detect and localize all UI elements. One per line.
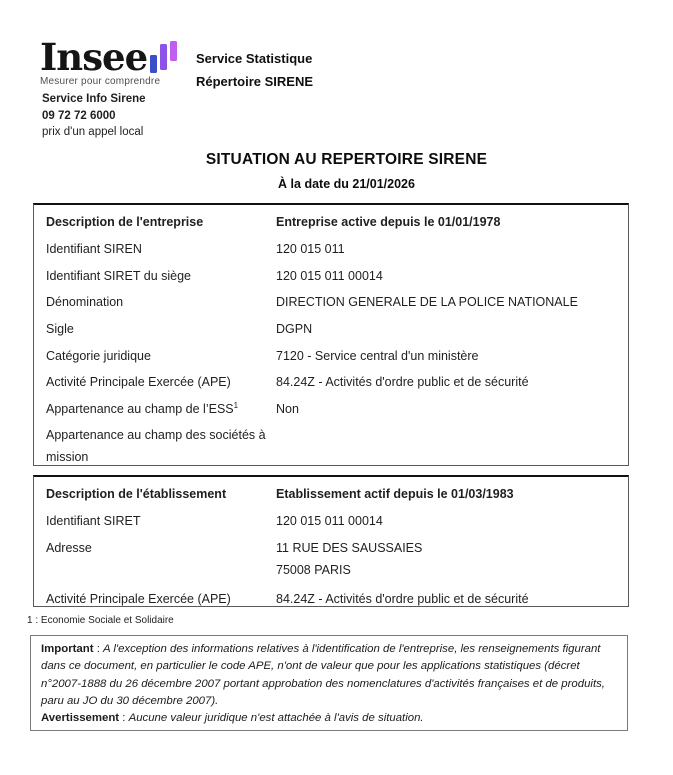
- footnote-ess: 1 : Economie Sociale et Solidaire: [27, 615, 174, 626]
- row-label: Activité Principale Exercée (APE): [46, 592, 231, 607]
- row-label: Adresse: [46, 541, 92, 556]
- logo-bar-magenta: [170, 41, 177, 61]
- row-label: Sigle: [46, 322, 74, 337]
- table-row: [46, 369, 628, 396]
- row-label: Activité Principale Exercée (APE): [46, 375, 231, 390]
- page-subtitle-date: À la date du 21/01/2026: [278, 177, 415, 191]
- warning-text: Aucune valeur juridique n'est attachée à l'avis de situation.: [128, 712, 424, 725]
- row-value: 84.24Z - Activités d'ordre public et de sécurité: [276, 375, 529, 390]
- table-row: [46, 422, 628, 474]
- row-value: Non: [276, 401, 299, 416]
- row-label: [46, 402, 276, 416]
- enterprise-header-value: Entreprise active depuis le 01/01/1978: [276, 214, 501, 229]
- row-label: Identifiant SIREN: [46, 242, 142, 257]
- table-row: [46, 342, 628, 369]
- contact-block: [42, 91, 146, 141]
- logo-bar-purple: [160, 44, 167, 70]
- row-value: 120 015 011: [276, 242, 345, 257]
- establishment-header-row: [46, 477, 628, 508]
- warning-separator: :: [119, 712, 129, 725]
- contact-phone-note: prix d'un appel local: [42, 126, 144, 138]
- header-service-block: [196, 47, 313, 93]
- address-line-2: 75008 PARIS: [276, 563, 351, 578]
- header-service-statistique: Service Statistique: [196, 51, 313, 66]
- row-value: DGPN: [276, 322, 313, 337]
- row-value: 120 015 011 00014: [276, 268, 383, 283]
- legal-notice-box: [30, 635, 628, 731]
- row-value: DIRECTION GENERALE DE LA POLICE NATIONALE: [276, 295, 578, 310]
- table-row: [46, 508, 628, 535]
- contact-service-name: Service Info Sirene: [42, 93, 146, 105]
- logo-bar-blue: [150, 55, 157, 73]
- establishment-header-label: Description de l'établissement: [46, 486, 227, 501]
- row-label: Identifiant SIRET du siège: [46, 268, 191, 283]
- row-label: Appartenance au champ des sociétés à mission: [46, 428, 266, 465]
- header-repertoire-sirene: Répertoire SIRENE: [196, 74, 314, 89]
- table-row: [46, 586, 628, 613]
- enterprise-table: [33, 203, 629, 466]
- footnote-marker: 1: [233, 400, 239, 410]
- warning-label: Avertissement: [41, 712, 120, 725]
- table-row: [46, 263, 628, 290]
- insee-logo: [40, 35, 179, 87]
- row-value: 84.24Z - Activités d'ordre public et de sécurité: [276, 592, 529, 607]
- contact-phone: 09 72 72 6000: [42, 109, 116, 122]
- row-label: Dénomination: [46, 295, 124, 310]
- table-row-address: [46, 535, 628, 587]
- row-value: [276, 537, 628, 581]
- address-line-1: 11 RUE DES SAUSSAIES: [276, 541, 423, 556]
- insee-bars-icon: [150, 41, 179, 74]
- table-row: [46, 316, 628, 343]
- row-label: Identifiant SIRET: [46, 514, 141, 529]
- important-text: A l'exception des informations relatives à l'identification de l'entreprise, les renseignements figurant dans ce document, en particulier le code APE, n'ont de valeur que pour les applications statistiques (décret n°2007-1888 du 26 décembre 2007 portant approbation des nomenclatures d'activités françaises et de produits, paru au JO du 30 décembre 2007).: [41, 643, 605, 707]
- establishment-header-value: Etablissement actif depuis le 01/03/1983: [276, 486, 514, 501]
- important-label: Important: [41, 643, 94, 655]
- row-label: Catégorie juridique: [46, 348, 151, 363]
- page-title: SITUATION AU REPERTOIRE SIRENE: [205, 151, 488, 168]
- row-value: 120 015 011 00014: [276, 514, 383, 529]
- row-label-text: Appartenance au champ de l’ESS: [46, 401, 234, 416]
- enterprise-header-row: [46, 205, 628, 236]
- table-row: [46, 396, 628, 423]
- insee-tagline: Mesurer pour comprendre: [40, 76, 161, 87]
- establishment-table: [33, 475, 629, 607]
- row-value: 7120 - Service central d'un ministère: [276, 348, 479, 363]
- insee-wordmark: Insee: [40, 35, 148, 79]
- table-row: [46, 289, 628, 316]
- table-row: [46, 236, 628, 263]
- important-separator: :: [93, 643, 104, 655]
- enterprise-header-label: Description de l'entreprise: [46, 214, 204, 229]
